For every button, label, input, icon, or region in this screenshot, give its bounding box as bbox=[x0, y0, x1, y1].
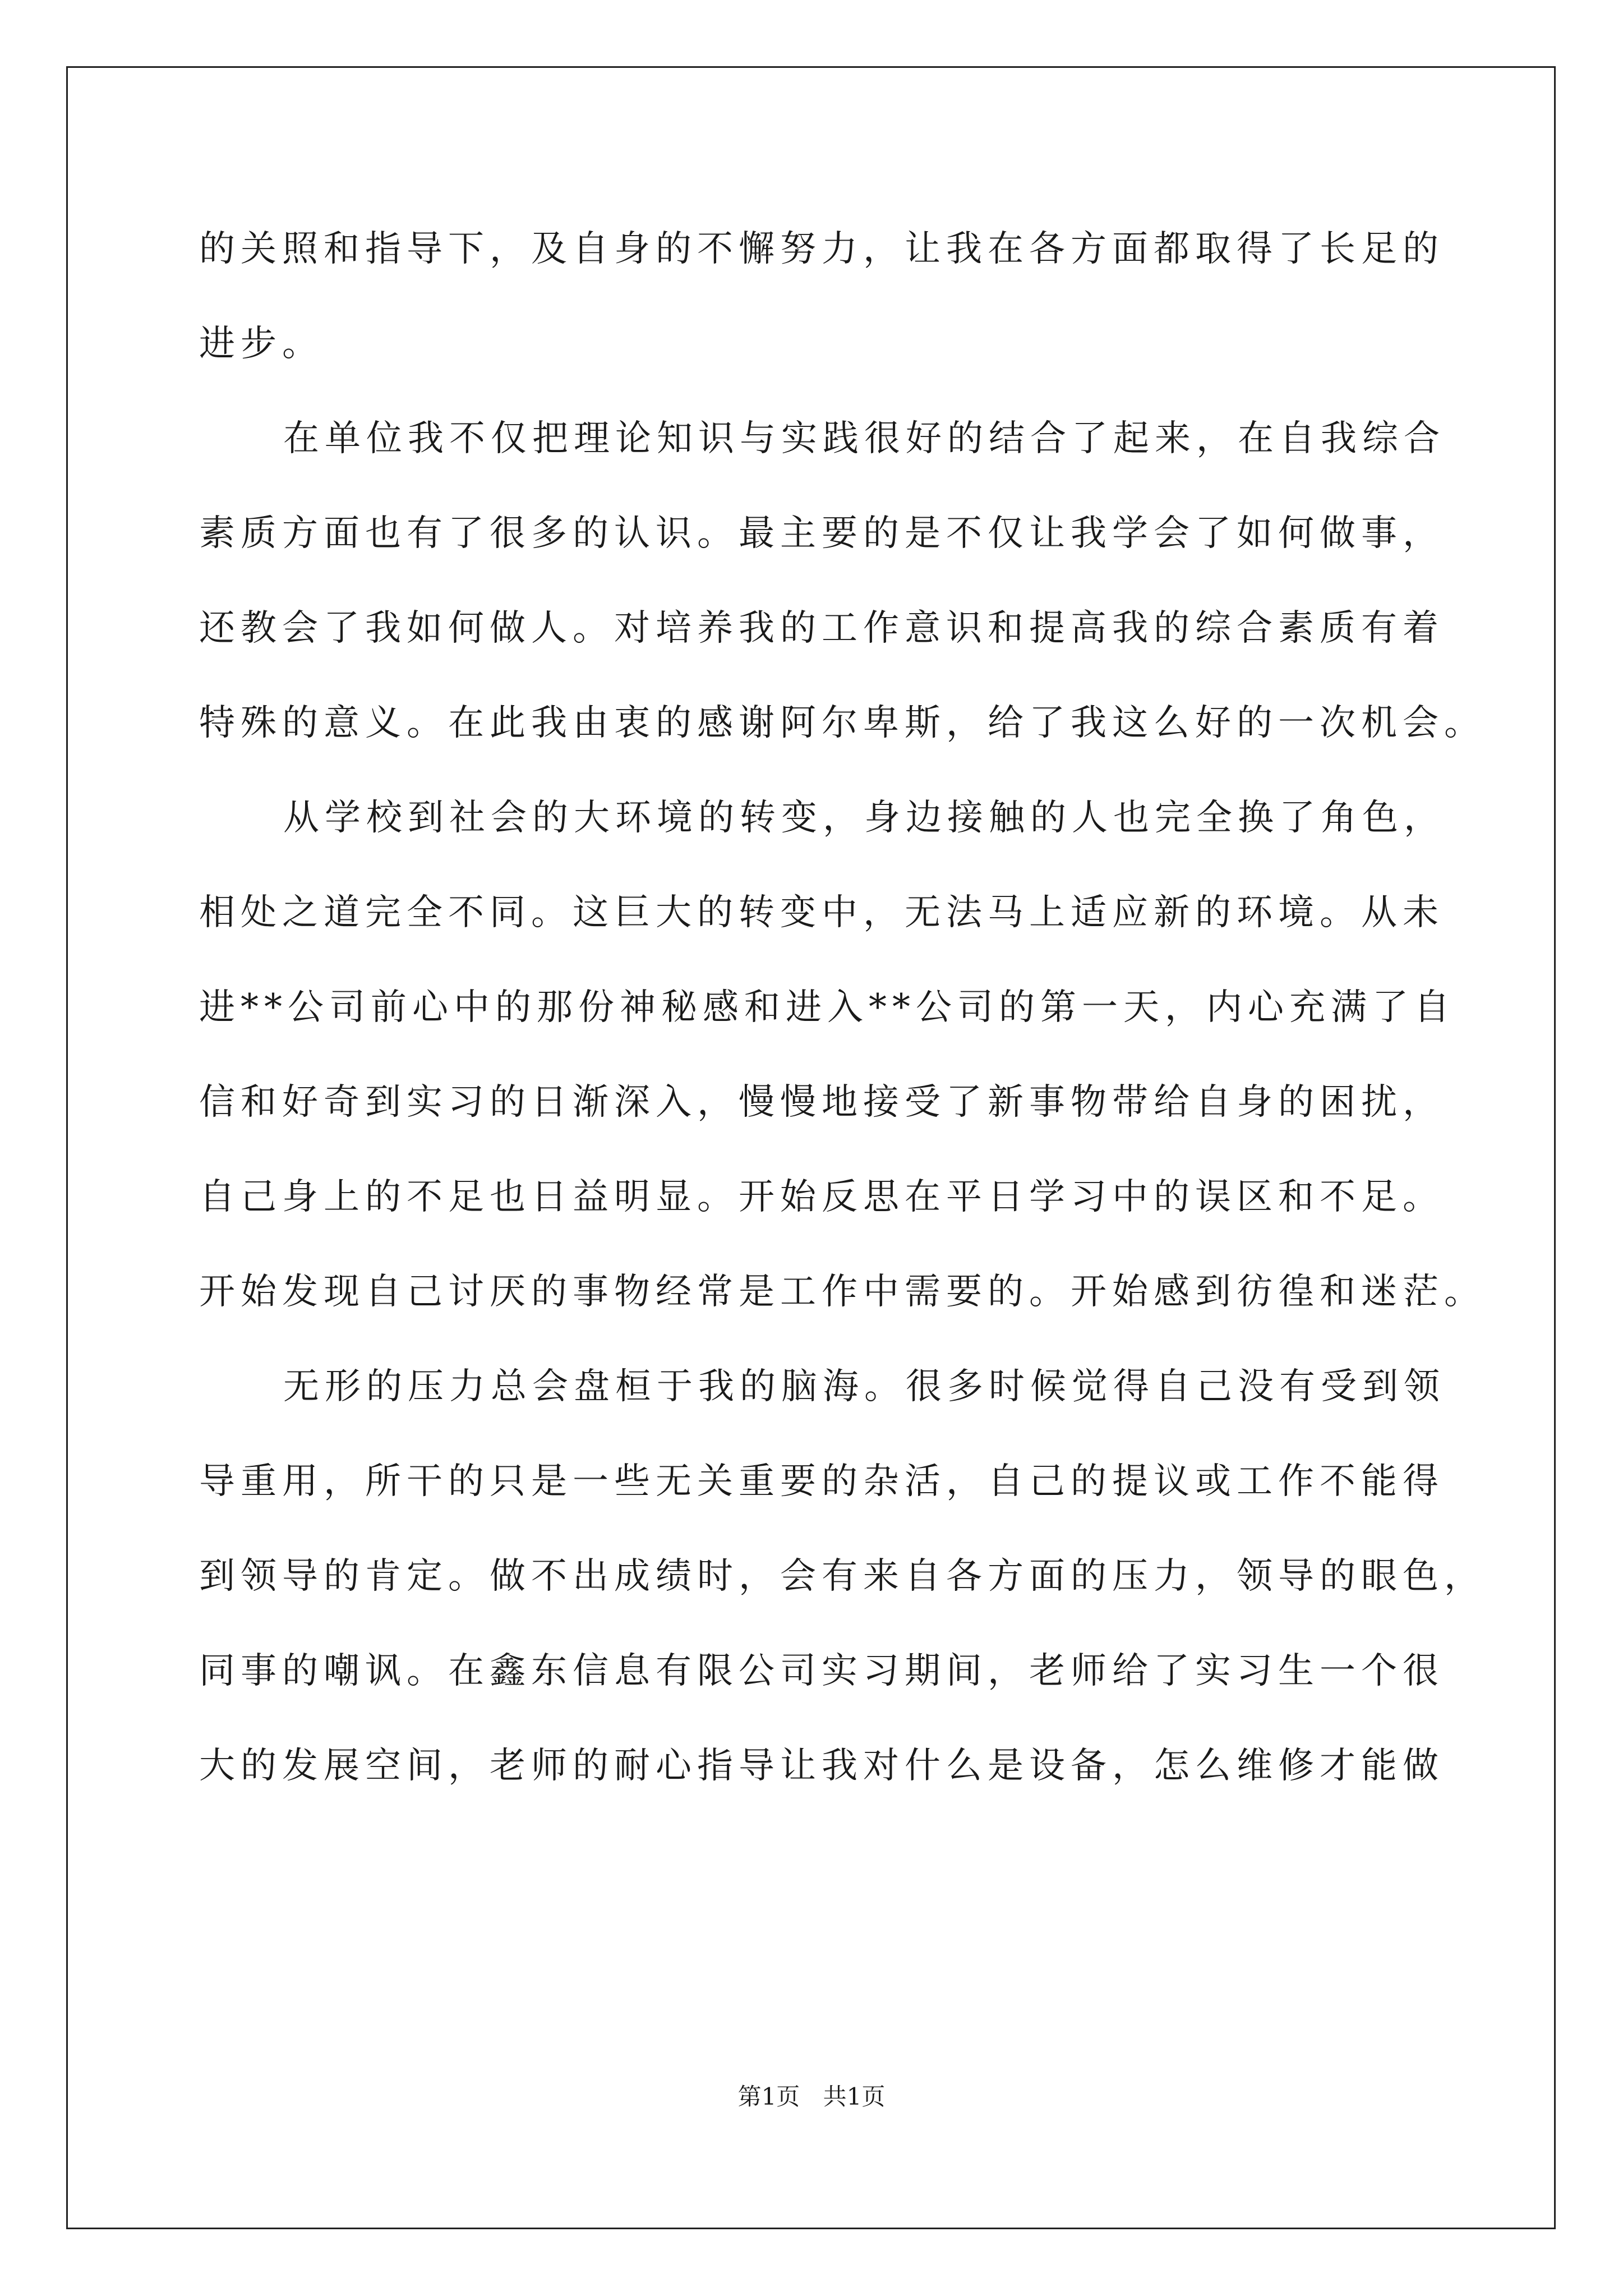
text-line: 开始发现自己讨厌的事物经常是工作中需要的。开始感到彷徨和迷茫。 bbox=[199, 1271, 1486, 1313]
text-line: 进**公司前心中的那份神秘感和进入**公司的第一天，内心充满了自 bbox=[199, 987, 1455, 1028]
text-line: 在单位我不仅把理论知识与实践很好的结合了起来，在自我综合 bbox=[283, 418, 1445, 459]
text-line: 导重用，所干的只是一些无关重要的杂活，自己的提议或工作不能得 bbox=[199, 1461, 1444, 1502]
text-line: 同事的嘲讽。在鑫东信息有限公司实习期间，老师给了实习生一个很 bbox=[199, 1650, 1444, 1692]
text-line: 特殊的意义。在此我由衷的感谢阿尔卑斯，给了我这么好的一次机会。 bbox=[199, 702, 1486, 744]
text-line: 相处之道完全不同。这巨大的转变中，无法马上适应新的环境。从未 bbox=[199, 892, 1444, 933]
text-line: 进步。 bbox=[199, 323, 324, 365]
text-line: 信和好奇到实习的日渐深入，慢慢地接受了新事物带给自身的困扰， bbox=[199, 1082, 1444, 1123]
page-footer bbox=[0, 2080, 1623, 2114]
text-line: 自己身上的不足也日益明显。开始反思在平日学习中的误区和不足。 bbox=[199, 1176, 1444, 1218]
text-line: 到领导的肯定。做不出成绩时，会有来自各方面的压力，领导的眼色， bbox=[199, 1556, 1486, 1597]
text-line: 还教会了我如何做人。对培养我的工作意识和提高我的综合素质有着 bbox=[199, 608, 1444, 649]
text-line: 素质方面也有了很多的认识。最主要的是不仅让我学会了如何做事， bbox=[199, 513, 1444, 554]
page-number: 第1页 bbox=[737, 2083, 800, 2110]
text-line: 无形的压力总会盘桓于我的脑海。很多时候觉得自己没有受到领 bbox=[283, 1366, 1445, 1407]
text-line: 的关照和指导下，及自身的不懈努力，让我在各方面都取得了长足的 bbox=[199, 228, 1444, 270]
text-line: 大的发展空间，老师的耐心指导让我对什么是设备，怎么维修才能做 bbox=[199, 1745, 1444, 1787]
text-line: 从学校到社会的大环境的转变，身边接触的人也完全换了角色， bbox=[283, 797, 1445, 839]
document-body bbox=[199, 202, 1486, 1814]
page-total: 共1页 bbox=[823, 2083, 886, 2110]
